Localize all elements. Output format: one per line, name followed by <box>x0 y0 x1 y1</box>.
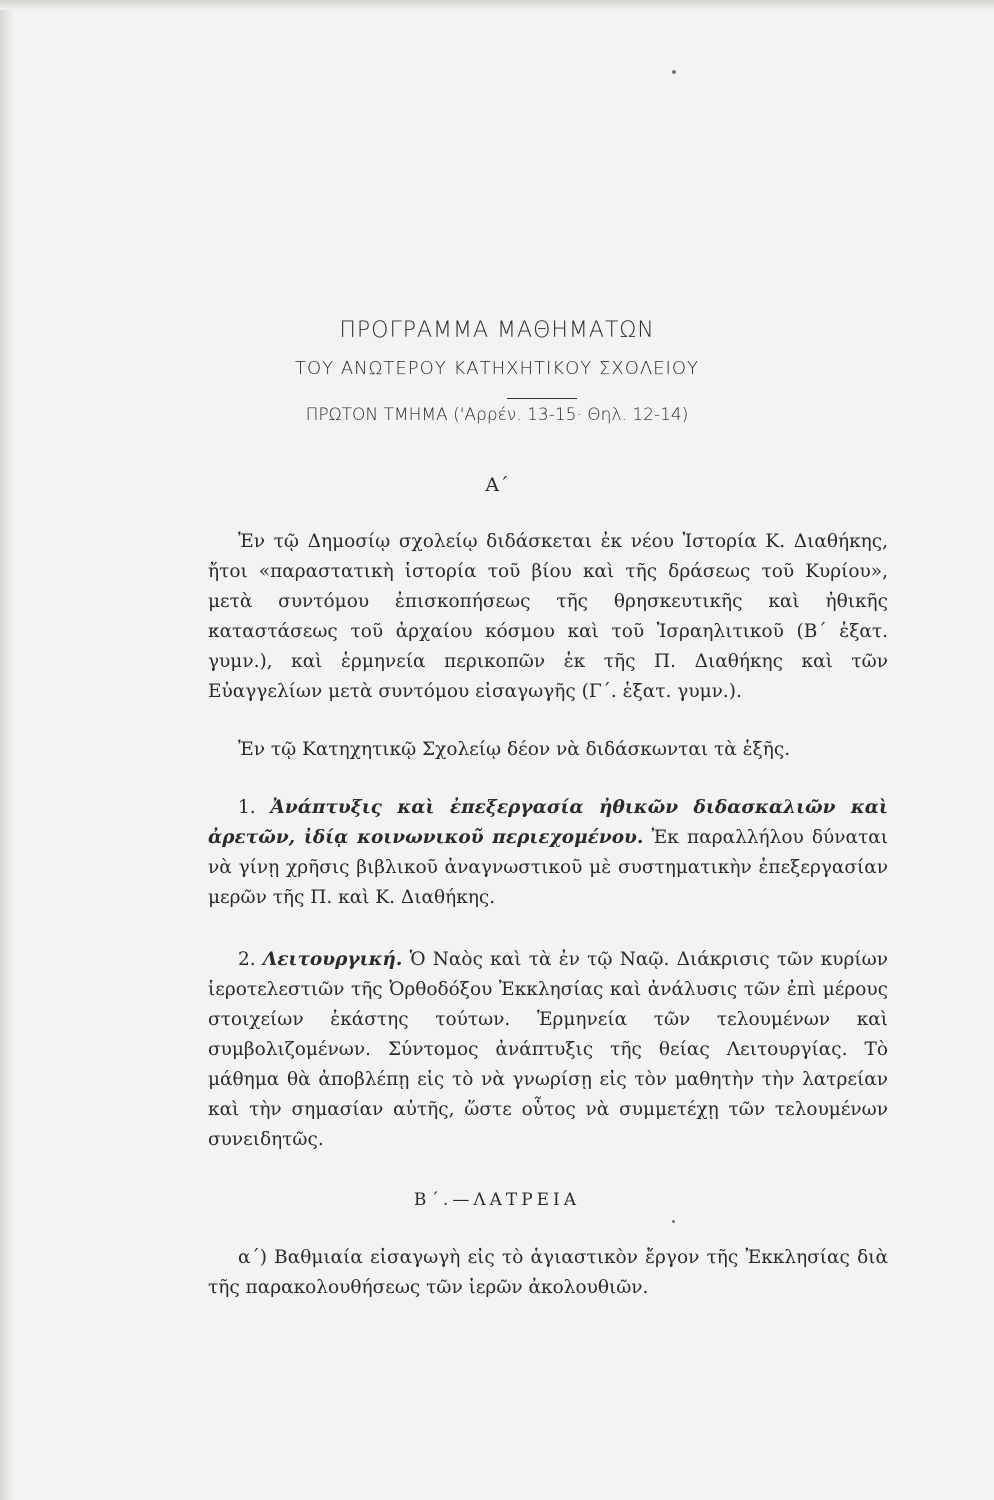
page-edge-shadow <box>0 0 14 1500</box>
item-a-paragraph: α΄) Βαθμιαία εἰσαγωγὴ εἰς τὸ ἁγιαστικὸν ἔργον τῆς Ἐκκλησίας διὰ τῆς παρακολουθήσεως τῶν ἱερῶν ἀκολουθιῶν. <box>208 1247 888 1298</box>
item-1-text: Ἐκ παραλλήλου δύναται νὰ γίνῃ χρῆσις βιβλικοῦ ἀναγνωστικοῦ μὲ συστηματικὴν ἐπεξεργασίαν μερῶν τῆς Π. καὶ Κ. Διαθήκης. <box>208 827 888 908</box>
ink-speck <box>672 1220 675 1223</box>
item-2-heading: Λειτουργική. <box>262 949 403 970</box>
item-1-number: 1. <box>238 797 256 818</box>
item-2-number: 2. <box>238 949 256 970</box>
page-top-shadow <box>0 0 994 10</box>
item-1-paragraph <box>208 793 888 913</box>
item-1-heading: Ἀνάπτυξις καὶ ἐπεξεργασία ἠθικῶν διδασκαλιῶν καὶ ἀρετῶν, ἰδίᾳ κοινωνικοῦ περιεχομένου. <box>208 797 888 848</box>
item-2-text: Ὁ Ναὸς καὶ τὰ ἐν τῷ Ναῷ. Διάκρισις τῶν κυρίων ἱεροτελεστιῶν τῆς Ὀρθοδόξου Ἐκκλησίας καὶ ἀνάλυσις τῶν ἐπὶ μέρους στοιχείων ἑκάστης τούτων. Ἑρμηνεία τῶν τελουμένων καὶ συμβολιζομένων. Σύντομος ἀνάπτυξις τῆς θείας Λειτουργίας. Τὸ μάθημα θὰ ἀποβλέπῃ εἰς τὸ νὰ γνωρίσῃ εἰς τὸν μαθητὴν τὴν λατρείαν καὶ τὴν σημασίαν αὐτῆς, ὥστε οὗτος νὰ συμμετέχῃ τῶν τελουμένων συνειδητῶς. <box>208 949 889 1150</box>
title-divider <box>507 398 577 399</box>
ink-speck <box>672 70 676 74</box>
part-label: Α΄ <box>485 474 509 496</box>
section-b-heading: Β΄.—ΛΑΤΡΕΙΑ <box>413 1190 581 1210</box>
page-title: ΠΡΟΓΡΑΜΜΑ ΜΑΘΗΜΑΤΩΝ <box>339 318 655 343</box>
lead-paragraph: Ἐν τῷ Κατηχητικῷ Σχολείῳ δέον νὰ διδάσκωνται τὰ ἑξῆς. <box>238 739 791 760</box>
intro-paragraph: Ἐν τῷ Δημοσίῳ σχολείῳ διδάσκεται ἐκ νέου Ἱστορία Κ. Διαθήκης, ἤτοι «παραστατικὴ ἱστορία τοῦ βίου καὶ τῆς δράσεως τοῦ Κυρίου», μετὰ συντόμου ἐπισκοπήσεως τῆς θρησκευτικῆς καὶ ἠθικῆς καταστάσεως τοῦ ἀρχαίου κόσμου καὶ τοῦ Ἰσραηλιτικοῦ (Β΄ ἑξατ. γυμν.), καὶ ἑρμηνεία περικοπῶν ἐκ τῆς Π. Διαθήκης καὶ τῶν Εὐαγγελίων μετὰ συντόμου εἰσαγωγῆς (Γ΄. ἑξατ. γυμν.). <box>208 531 888 702</box>
item-2-paragraph <box>208 945 888 1155</box>
section-heading: ΠΡΩΤΟΝ ΤΜΗΜΑ ('Αρρέν. 13-15· Θηλ. 12-14) <box>305 405 689 425</box>
page-subtitle: ΤΟΥ ΑΝΩΤΕΡΟΥ ΚΑΤΗΧΗΤΙΚΟΥ ΣΧΟΛΕΙΟΥ <box>294 358 700 379</box>
